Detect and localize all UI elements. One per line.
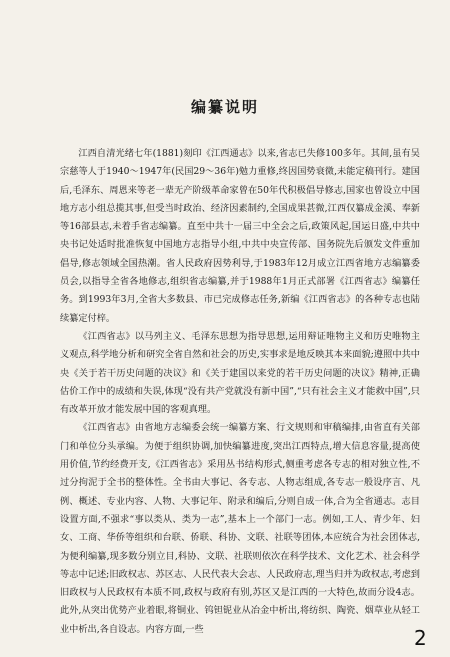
body-text — [60, 145, 420, 639]
paragraph-2: 《江西省志》以马列主义、毛泽东思想为指导思想,运用辩证唯物主义和历史唯物主义观点,科学地分析和研究全省自然和社会的历史,实事求是地反映其本来面貌;遵照中共中央《关于若干历史问题的决议》和《关于建国以来党的若干历史问题的决议》精神,正确估价工作中的成绩和失误,体现“没有共产党就没有新中国”,“只有社会主义才能救中国”,只有改革开放才能发展中国的客观真理。 — [60, 330, 420, 416]
paragraph-1: 江西自清光绪七年(1881)刻印《江西通志》以来,省志已失修100多年。其间,虽有吴宗慈等人于1940～1947年(民国29～36年)勉力重修,终因国势衰微,未能定稿刊行。建国后,毛泽东、周恩来等老一辈无产阶级革命家曾在50年代积极倡导修志,国家也曾设立中国地方志小组总揽其事,但受当时政治、经济因素制约,全国成果甚微,江西仅纂成金溪、奉新等16部县志,未着手省志编纂。直至中共十一届三中全会之后,政策风起,国运日盛,中共中央书记处适时批准恢复中国地方志指导小组,中共中央宣传部、国务院先后颁发文件重加倡导,修志领域全国热潮。省人民政府因势利导,于1983年12月成立江西省地方志编纂委员会,以指导全省各地修志,组织省志编纂,并于1988年1月正式部署《江西省志》编纂任务。到1993年3月,全省大多数县、市已完成修志任务,新编《江西省志》的各种专志也陆续纂定付梓。 — [60, 148, 420, 324]
page-number: 2 — [414, 626, 427, 650]
page-title: 编纂说明 — [190, 98, 259, 116]
paragraph-3: 《江西省志》由省地方志编委会统一编纂方案、行文规则和审稿编排,由省直有关部门和单位分头承编。为便于组织协调,加快编纂进度,突出江西特点,增大信息容量,提高使用价值,节约经费开支,《江西省志》采用丛书结构形式,侧重考虑各专志的相对独立性,不过分拘泥于全书的整体性。全书由大事记、各专志、人物志组成,各专志一般设序言、凡例、概述、专业内容、人物、大事记年、附录和编后,分则自成一体,合为全省通志。志目设置方面,不强求“事以类从、类为一志”,基本上一个部门一志。例如,工人、青少年、妇女、工商、华侨等组织和台联、侨联、科协、文联、社联等团体,本应统合为社会团体志,为便利编纂,现多数分别立目,科协、文联、社联则依次在科学技术、文化艺术、社会科学等志中记述;旧政权志、苏区志、人民代表大会志、人民政府志,理当归并为政权志,考虑到旧政权与人民政权有本质不同,政权与政府有别,苏区又是江西的一大特色,故而分设4志。此外,从突出优势产业着眼,将铜业、钨钽铌业从冶金中析出,将纺织、陶瓷、烟草业从轻工业中析出,各自设志。内容方面,一些 — [60, 422, 420, 635]
